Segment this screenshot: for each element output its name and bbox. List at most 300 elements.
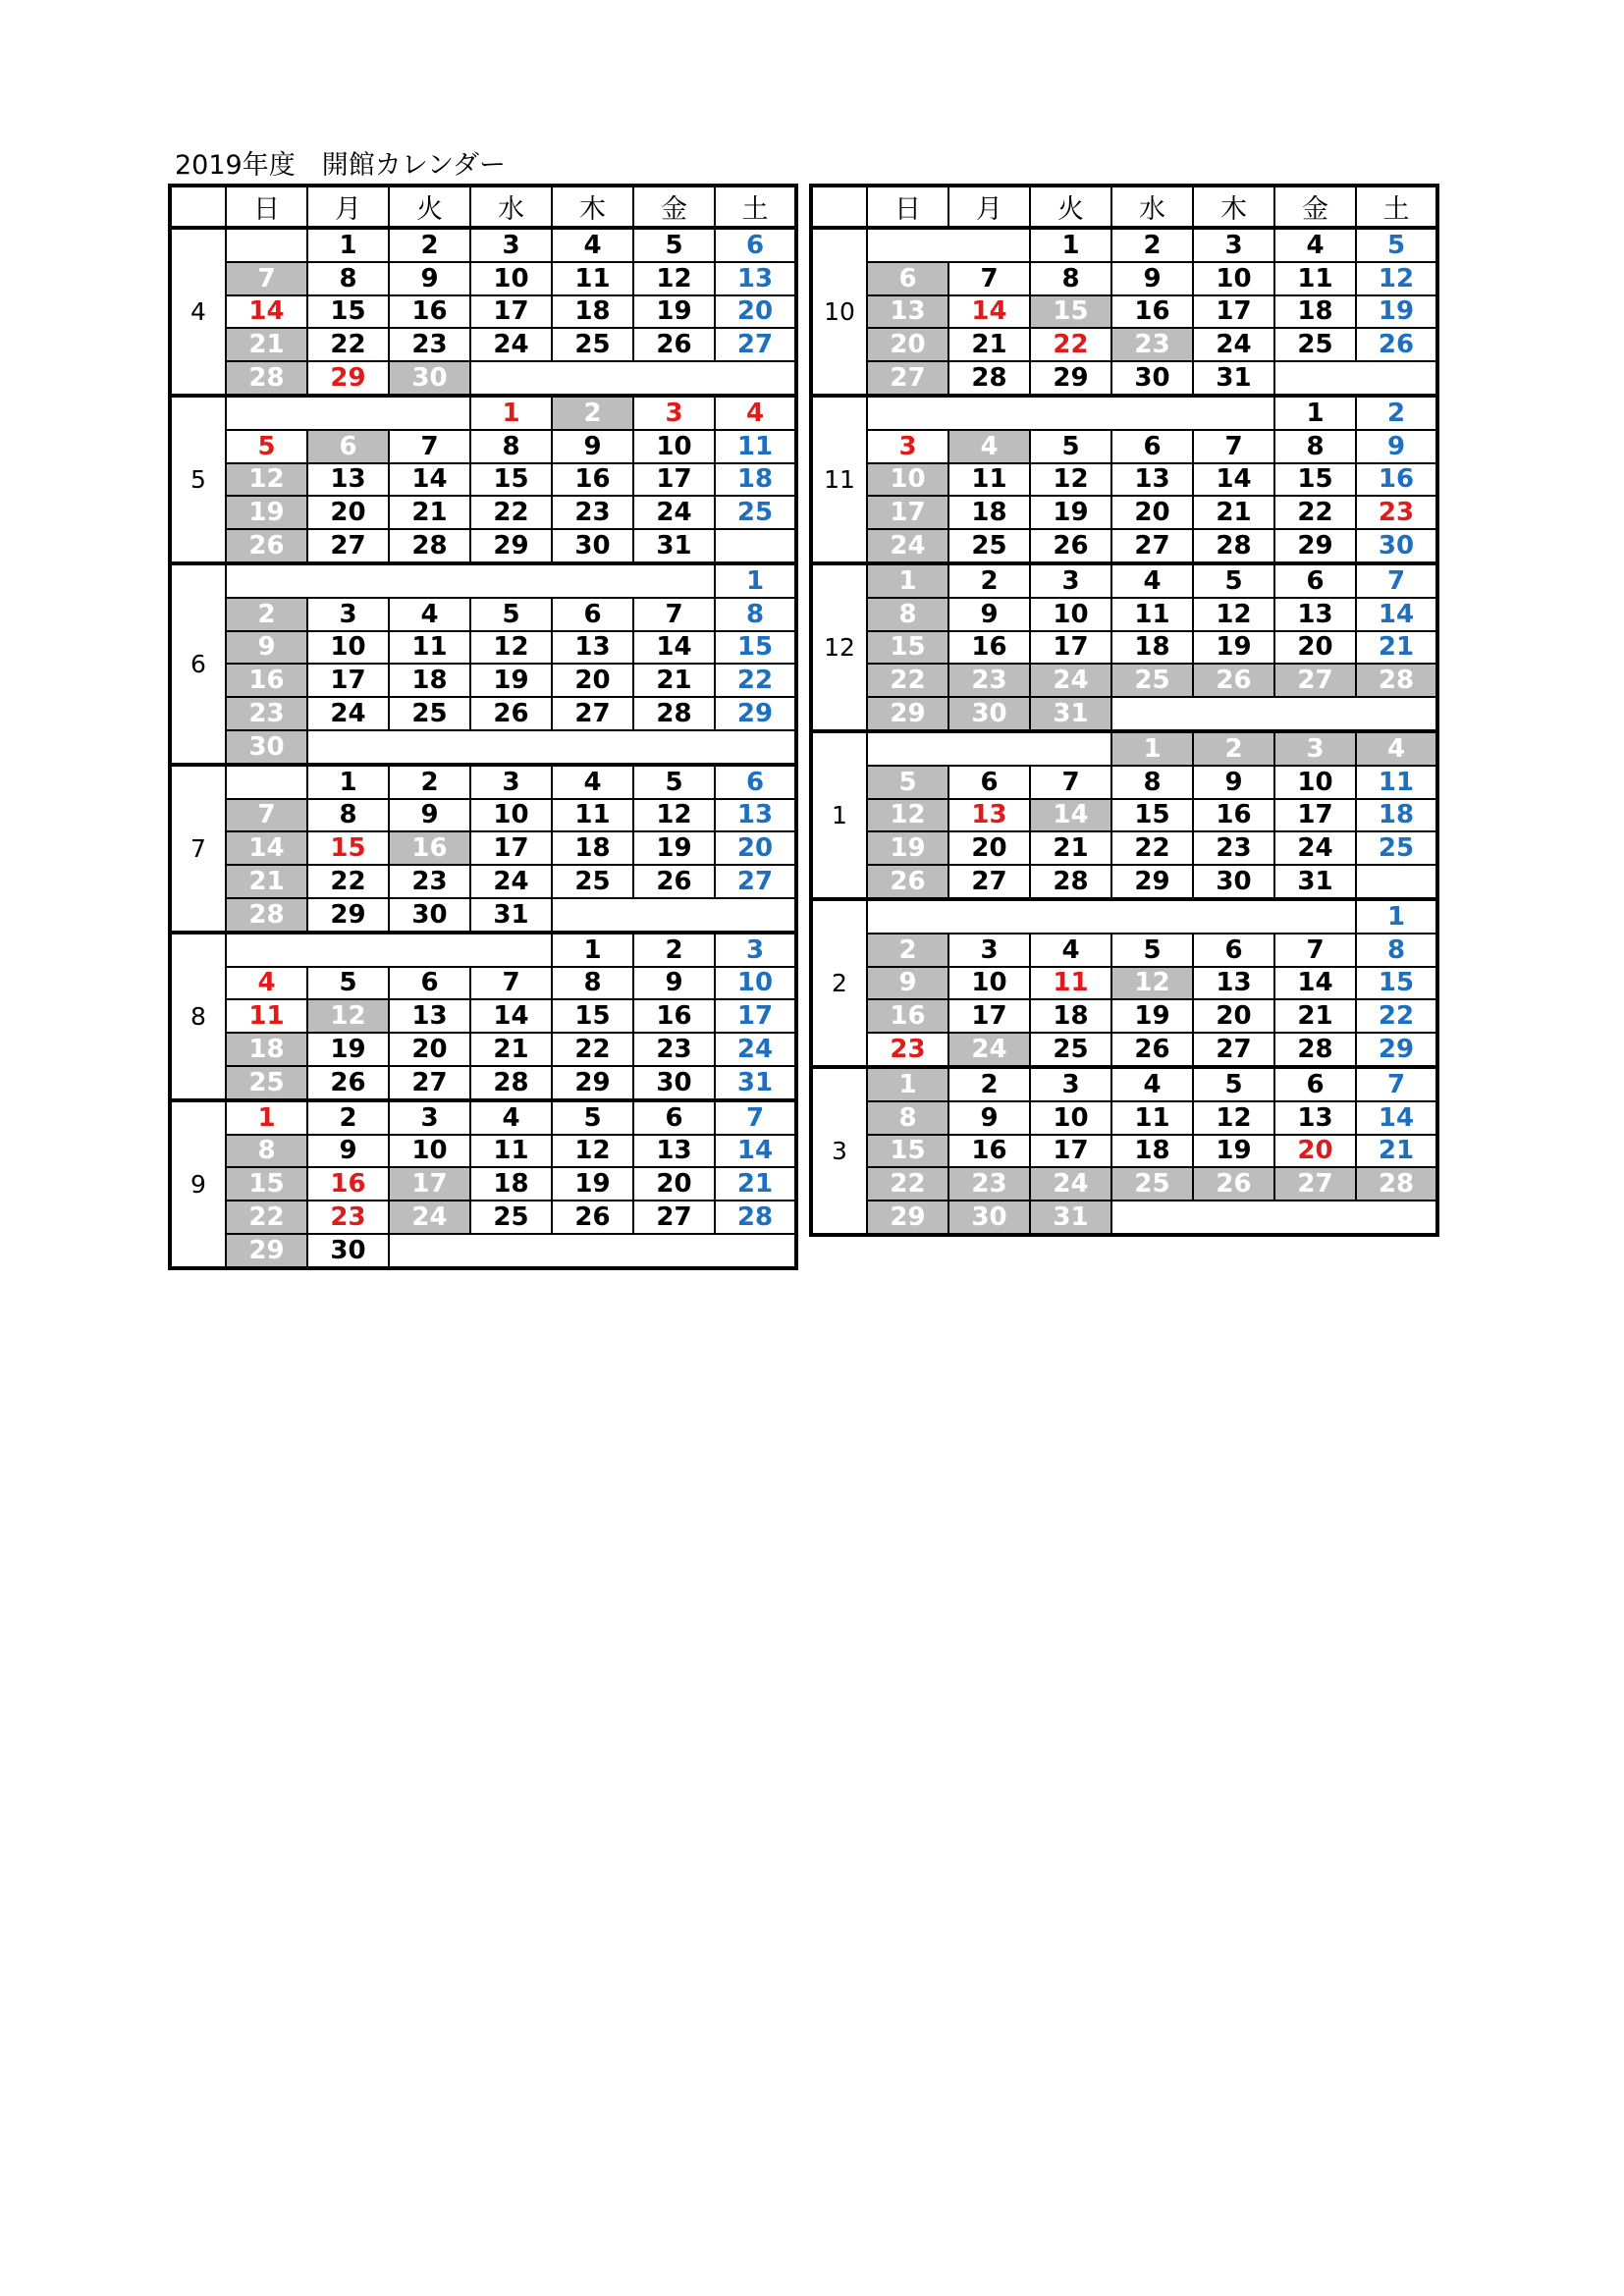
week-row xyxy=(811,1201,1437,1235)
day-cell: 20 xyxy=(633,1167,715,1201)
day-cell: 7 xyxy=(470,967,552,1000)
day-cell: 19 xyxy=(1030,496,1111,529)
day-cell-closed: 22 xyxy=(867,1167,948,1201)
day-cell-closed: 2 xyxy=(1193,731,1274,766)
day-cell: 4 xyxy=(1274,228,1356,262)
day-cell-holiday: 13 xyxy=(948,799,1030,832)
day-cell: 25 xyxy=(1030,1033,1111,1067)
week-row xyxy=(170,631,796,665)
day-cell: 7 xyxy=(389,430,470,463)
day-cell: 21 xyxy=(1030,831,1111,865)
day-cell-saturday: 20 xyxy=(715,295,796,329)
day-cell: 19 xyxy=(552,1167,633,1201)
day-cell: 25 xyxy=(552,865,633,898)
day-cell: 28 xyxy=(389,529,470,563)
day-cell-closed: 28 xyxy=(226,898,307,933)
day-cell: 26 xyxy=(1030,529,1111,563)
day-cell: 30 xyxy=(1111,361,1193,396)
day-cell-closed: 10 xyxy=(867,463,948,497)
day-cell: 22 xyxy=(307,865,389,898)
day-cell: 11 xyxy=(1274,262,1356,295)
day-cell: 25 xyxy=(948,529,1030,563)
calendar-right-oct-mar xyxy=(809,184,1439,1237)
weekday-tue: 火 xyxy=(389,186,470,228)
week-row xyxy=(170,1100,796,1135)
day-cell: 16 xyxy=(948,1135,1030,1168)
day-cell: 2 xyxy=(389,765,470,799)
day-cell-saturday: 7 xyxy=(1356,563,1437,598)
day-cell: 4 xyxy=(1111,1067,1193,1101)
day-cell: 16 xyxy=(552,463,633,497)
week-row xyxy=(170,730,796,765)
day-cell: 7 xyxy=(948,262,1030,295)
day-cell-saturday: 13 xyxy=(715,262,796,295)
week-row xyxy=(811,228,1437,262)
day-cell: 29 xyxy=(1111,865,1193,899)
month-label: 6 xyxy=(170,563,226,765)
day-cell: 31 xyxy=(470,898,552,933)
weekday-header-row xyxy=(170,186,796,228)
weekday-sat: 土 xyxy=(1356,186,1437,228)
week-row xyxy=(170,262,796,295)
day-cell-closed: 9 xyxy=(226,631,307,665)
day-cell: 20 xyxy=(389,1033,470,1066)
day-cell-saturday: 27 xyxy=(715,328,796,361)
day-cell-saturday: 26 xyxy=(1356,328,1437,361)
day-cell: 24 xyxy=(307,697,389,730)
day-cell: 7 xyxy=(1193,430,1274,463)
week-row xyxy=(170,933,796,967)
day-cell: 19 xyxy=(1111,999,1193,1033)
day-cell-saturday: 2 xyxy=(1356,396,1437,430)
day-cell: 10 xyxy=(1193,262,1274,295)
day-cell: 16 xyxy=(1111,295,1193,329)
day-cell-holiday: 14 xyxy=(948,295,1030,329)
day-cell: 4 xyxy=(470,1100,552,1135)
day-cell: 23 xyxy=(389,328,470,361)
day-cell: 23 xyxy=(633,1033,715,1066)
day-cell-closed: 20 xyxy=(867,328,948,361)
day-cell: 10 xyxy=(1274,766,1356,799)
day-cell: 9 xyxy=(948,598,1030,631)
day-cell: 13 xyxy=(552,631,633,665)
month-label: 12 xyxy=(811,563,867,731)
day-cell-closed: 24 xyxy=(1030,1167,1111,1201)
day-cell: 6 xyxy=(633,1100,715,1135)
day-cell: 12 xyxy=(633,799,715,832)
day-cell-saturday: 22 xyxy=(715,664,796,697)
week-row xyxy=(170,1201,796,1234)
day-cell: 24 xyxy=(470,865,552,898)
day-cell: 12 xyxy=(470,631,552,665)
weekday-tue: 火 xyxy=(1030,186,1111,228)
day-cell-saturday: 6 xyxy=(715,765,796,799)
day-cell-closed: 30 xyxy=(948,1201,1030,1235)
day-cell-closed: 1 xyxy=(867,563,948,598)
day-cell: 29 xyxy=(1274,529,1356,563)
day-cell-holiday: 1 xyxy=(470,396,552,430)
week-row xyxy=(170,967,796,1000)
day-cell-closed: 26 xyxy=(1193,664,1274,697)
month-label: 9 xyxy=(170,1100,226,1268)
week-row xyxy=(811,799,1437,832)
day-cell-closed: 31 xyxy=(1030,1201,1111,1235)
day-cell: 17 xyxy=(1274,799,1356,832)
day-cell: 25 xyxy=(389,697,470,730)
day-cell: 10 xyxy=(1030,1101,1111,1135)
empty-cell xyxy=(226,933,552,967)
day-cell: 11 xyxy=(552,799,633,832)
day-cell-saturday: 22 xyxy=(1356,999,1437,1033)
day-cell: 3 xyxy=(1030,563,1111,598)
day-cell: 24 xyxy=(1274,831,1356,865)
day-cell: 6 xyxy=(389,967,470,1000)
day-cell: 14 xyxy=(389,463,470,497)
day-cell: 18 xyxy=(1111,1135,1193,1168)
day-cell: 30 xyxy=(1193,865,1274,899)
day-cell: 16 xyxy=(948,631,1030,665)
empty-cell xyxy=(867,899,1356,934)
day-cell: 20 xyxy=(1193,999,1274,1033)
day-cell: 24 xyxy=(470,328,552,361)
week-row xyxy=(811,664,1437,697)
week-row xyxy=(170,463,796,497)
week-row xyxy=(811,1067,1437,1101)
day-cell: 3 xyxy=(307,598,389,631)
empty-cell xyxy=(307,730,796,765)
day-cell: 18 xyxy=(1030,999,1111,1033)
day-cell: 30 xyxy=(633,1066,715,1100)
day-cell: 28 xyxy=(1030,865,1111,899)
day-cell: 25 xyxy=(470,1201,552,1234)
week-row xyxy=(170,396,796,430)
day-cell: 8 xyxy=(552,967,633,1000)
day-cell-saturday: 27 xyxy=(715,865,796,898)
day-cell: 20 xyxy=(1111,496,1193,529)
day-cell-saturday: 1 xyxy=(715,563,796,598)
day-cell-closed: 23 xyxy=(948,1167,1030,1201)
day-cell: 17 xyxy=(633,463,715,497)
week-row xyxy=(811,262,1437,295)
day-cell-closed: 29 xyxy=(867,1201,948,1235)
day-cell: 18 xyxy=(948,496,1030,529)
empty-cell xyxy=(867,228,1030,262)
day-cell: 14 xyxy=(470,999,552,1033)
week-row xyxy=(170,865,796,898)
day-cell: 26 xyxy=(552,1201,633,1234)
day-cell: 11 xyxy=(948,463,1030,497)
day-cell: 16 xyxy=(1193,799,1274,832)
day-cell: 3 xyxy=(389,1100,470,1135)
day-cell: 26 xyxy=(470,697,552,730)
day-cell-saturday: 25 xyxy=(1356,831,1437,865)
week-row xyxy=(170,328,796,361)
day-cell: 13 xyxy=(1274,1101,1356,1135)
day-cell: 21 xyxy=(633,664,715,697)
day-cell: 1 xyxy=(1274,396,1356,430)
day-cell-saturday: 15 xyxy=(715,631,796,665)
day-cell-saturday: 11 xyxy=(715,430,796,463)
day-cell: 12 xyxy=(1193,598,1274,631)
day-cell-closed: 19 xyxy=(867,831,948,865)
day-cell: 6 xyxy=(1193,934,1274,967)
day-cell-closed: 4 xyxy=(948,430,1030,463)
day-cell-closed: 28 xyxy=(1356,1167,1437,1201)
day-cell-closed: 25 xyxy=(226,1066,307,1100)
day-cell-saturday: 17 xyxy=(715,999,796,1033)
empty-cell xyxy=(1274,361,1437,396)
day-cell: 6 xyxy=(1274,563,1356,598)
empty-cell xyxy=(1111,697,1437,731)
day-cell-saturday: 15 xyxy=(1356,967,1437,1000)
day-cell: 19 xyxy=(633,831,715,865)
day-cell: 28 xyxy=(633,697,715,730)
day-cell: 26 xyxy=(633,865,715,898)
week-row xyxy=(170,831,796,865)
day-cell-holiday: 15 xyxy=(307,831,389,865)
day-cell: 28 xyxy=(1274,1033,1356,1067)
day-cell: 1 xyxy=(552,933,633,967)
empty-cell xyxy=(389,1234,796,1268)
day-cell: 15 xyxy=(1111,799,1193,832)
week-row xyxy=(811,328,1437,361)
day-cell: 13 xyxy=(633,1135,715,1168)
month-label: 8 xyxy=(170,933,226,1100)
day-cell: 18 xyxy=(552,295,633,329)
day-cell-closed: 8 xyxy=(867,598,948,631)
day-cell: 18 xyxy=(552,831,633,865)
day-cell: 5 xyxy=(1193,1067,1274,1101)
day-cell: 3 xyxy=(1030,1067,1111,1101)
day-cell: 13 xyxy=(1274,598,1356,631)
day-cell-holiday: 11 xyxy=(1030,967,1111,1000)
day-cell: 30 xyxy=(307,1234,389,1268)
day-cell: 18 xyxy=(1274,295,1356,329)
day-cell: 17 xyxy=(1030,1135,1111,1168)
day-cell: 27 xyxy=(552,697,633,730)
week-row xyxy=(811,1167,1437,1201)
day-cell: 27 xyxy=(389,1066,470,1100)
day-cell: 9 xyxy=(307,1135,389,1168)
day-cell: 10 xyxy=(633,430,715,463)
month-label: 1 xyxy=(811,731,867,899)
week-row xyxy=(170,361,796,396)
month-label: 5 xyxy=(170,396,226,563)
day-cell: 20 xyxy=(948,831,1030,865)
day-cell-closed: 5 xyxy=(867,766,948,799)
day-cell-closed: 28 xyxy=(226,361,307,396)
day-cell: 11 xyxy=(1111,1101,1193,1135)
day-cell-closed: 15 xyxy=(867,1135,948,1168)
week-row xyxy=(811,529,1437,563)
day-cell-closed: 3 xyxy=(1274,731,1356,766)
day-cell: 31 xyxy=(1193,361,1274,396)
day-cell-closed: 18 xyxy=(226,1033,307,1066)
day-cell: 17 xyxy=(1030,631,1111,665)
day-cell-closed: 31 xyxy=(1030,697,1111,731)
day-cell: 17 xyxy=(948,999,1030,1033)
day-cell: 7 xyxy=(633,598,715,631)
day-cell-saturday: 11 xyxy=(1356,766,1437,799)
day-cell: 5 xyxy=(1111,934,1193,967)
week-row xyxy=(811,463,1437,497)
day-cell: 31 xyxy=(1274,865,1356,899)
week-row xyxy=(811,631,1437,665)
weekday-mon: 月 xyxy=(307,186,389,228)
day-cell-saturday: 3 xyxy=(715,933,796,967)
day-cell-holiday: 20 xyxy=(1274,1135,1356,1168)
day-cell-closed: 26 xyxy=(867,865,948,899)
week-row xyxy=(170,563,796,598)
day-cell: 10 xyxy=(1030,598,1111,631)
day-cell-saturday: 30 xyxy=(1356,529,1437,563)
day-cell: 2 xyxy=(307,1100,389,1135)
week-row xyxy=(170,598,796,631)
day-cell-holiday: 22 xyxy=(1030,328,1111,361)
day-cell: 27 xyxy=(948,865,1030,899)
week-row xyxy=(170,430,796,463)
day-cell-closed: 30 xyxy=(948,697,1030,731)
day-cell: 12 xyxy=(633,262,715,295)
day-cell: 22 xyxy=(552,1033,633,1066)
day-cell-closed: 4 xyxy=(1356,731,1437,766)
day-cell: 28 xyxy=(470,1066,552,1100)
day-cell-closed: 15 xyxy=(1030,295,1111,329)
day-cell: 18 xyxy=(1111,631,1193,665)
day-cell: 15 xyxy=(307,295,389,329)
week-row xyxy=(811,496,1437,529)
week-row xyxy=(170,898,796,933)
day-cell: 20 xyxy=(552,664,633,697)
day-cell-closed: 6 xyxy=(307,430,389,463)
day-cell: 13 xyxy=(1111,463,1193,497)
day-cell-saturday: 16 xyxy=(1356,463,1437,497)
day-cell-closed: 25 xyxy=(1111,664,1193,697)
month-block-8 xyxy=(170,933,796,1100)
day-cell: 8 xyxy=(307,262,389,295)
day-cell-closed: 16 xyxy=(226,664,307,697)
day-cell: 24 xyxy=(633,496,715,529)
day-cell-saturday: 21 xyxy=(715,1167,796,1201)
month-label: 7 xyxy=(170,765,226,933)
week-row xyxy=(170,1167,796,1201)
day-cell-saturday: 14 xyxy=(715,1135,796,1168)
day-cell: 2 xyxy=(948,563,1030,598)
day-cell-closed: 15 xyxy=(226,1167,307,1201)
month-block-1 xyxy=(811,731,1437,899)
day-cell-saturday: 14 xyxy=(1356,1101,1437,1135)
month-block-7 xyxy=(170,765,796,933)
day-cell-closed: 29 xyxy=(867,697,948,731)
day-cell: 8 xyxy=(1030,262,1111,295)
day-cell: 11 xyxy=(552,262,633,295)
day-cell: 9 xyxy=(1111,262,1193,295)
day-cell: 11 xyxy=(1111,598,1193,631)
day-cell-saturday: 20 xyxy=(715,831,796,865)
day-cell: 3 xyxy=(1193,228,1274,262)
week-row xyxy=(811,1135,1437,1168)
week-row xyxy=(170,1066,796,1100)
day-cell: 8 xyxy=(1111,766,1193,799)
day-cell-saturday: 14 xyxy=(1356,598,1437,631)
day-cell-holiday: 11 xyxy=(226,999,307,1033)
day-cell: 10 xyxy=(948,967,1030,1000)
day-cell-closed: 26 xyxy=(226,529,307,563)
day-cell: 1 xyxy=(307,228,389,262)
day-cell-saturday: 18 xyxy=(715,463,796,497)
day-cell: 8 xyxy=(307,799,389,832)
day-cell: 13 xyxy=(307,463,389,497)
day-cell-closed: 12 xyxy=(1111,967,1193,1000)
empty-cell xyxy=(867,731,1111,766)
week-row xyxy=(811,766,1437,799)
day-cell-closed: 2 xyxy=(552,396,633,430)
day-cell: 19 xyxy=(1193,1135,1274,1168)
day-cell-closed: 19 xyxy=(226,496,307,529)
day-cell: 29 xyxy=(1030,361,1111,396)
day-cell: 15 xyxy=(552,999,633,1033)
day-cell-saturday: 24 xyxy=(715,1033,796,1066)
day-cell: 7 xyxy=(1030,766,1111,799)
week-row xyxy=(811,731,1437,766)
month-block-10 xyxy=(811,228,1437,396)
day-cell-saturday: 6 xyxy=(715,228,796,262)
month-block-2 xyxy=(811,899,1437,1067)
day-cell: 19 xyxy=(633,295,715,329)
week-row xyxy=(811,396,1437,430)
day-cell: 24 xyxy=(1193,328,1274,361)
day-cell-closed: 24 xyxy=(948,1033,1030,1067)
month-block-4 xyxy=(170,228,796,396)
day-cell-closed: 27 xyxy=(1274,664,1356,697)
day-cell-closed: 2 xyxy=(226,598,307,631)
day-cell-holiday: 16 xyxy=(307,1167,389,1201)
week-row xyxy=(811,967,1437,1000)
calendar-left-apr-sep xyxy=(168,184,798,1270)
day-cell: 16 xyxy=(633,999,715,1033)
day-cell: 14 xyxy=(633,631,715,665)
day-cell: 12 xyxy=(552,1135,633,1168)
day-cell-saturday: 21 xyxy=(1356,1135,1437,1168)
week-row xyxy=(170,1234,796,1268)
day-cell: 18 xyxy=(389,664,470,697)
day-cell-saturday: 8 xyxy=(715,598,796,631)
day-cell: 17 xyxy=(1193,295,1274,329)
weekday-sun: 日 xyxy=(867,186,948,228)
day-cell-closed: 15 xyxy=(867,631,948,665)
day-cell-saturday: 9 xyxy=(1356,430,1437,463)
week-row xyxy=(811,899,1437,934)
day-cell: 20 xyxy=(307,496,389,529)
weekday-wed: 水 xyxy=(1111,186,1193,228)
day-cell: 8 xyxy=(470,430,552,463)
day-cell-closed: 27 xyxy=(1274,1167,1356,1201)
day-cell: 11 xyxy=(470,1135,552,1168)
week-row xyxy=(170,999,796,1033)
day-cell-closed: 13 xyxy=(867,295,948,329)
day-cell: 27 xyxy=(1111,529,1193,563)
day-cell: 17 xyxy=(470,295,552,329)
day-cell-closed: 12 xyxy=(226,463,307,497)
month-block-3 xyxy=(811,1067,1437,1235)
day-cell-holiday: 14 xyxy=(226,295,307,329)
day-cell-closed: 29 xyxy=(226,1234,307,1268)
empty-cell xyxy=(1111,1201,1437,1235)
day-cell: 10 xyxy=(307,631,389,665)
week-row xyxy=(170,1033,796,1066)
week-row xyxy=(811,865,1437,899)
day-cell: 26 xyxy=(1111,1033,1193,1067)
